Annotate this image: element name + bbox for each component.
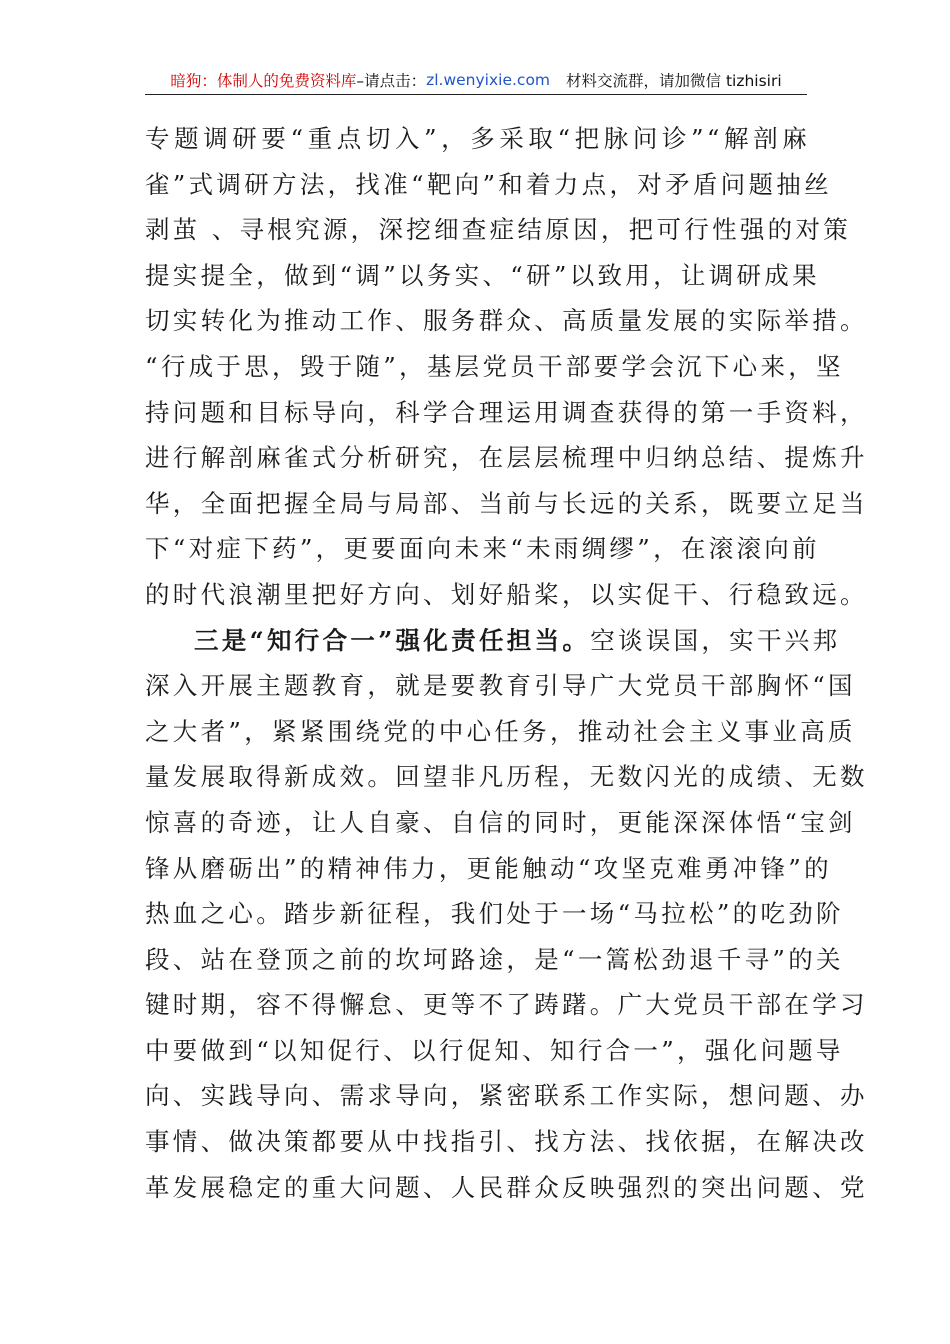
header-prompt: –请点击： [356, 72, 427, 90]
paragraph-heading: 三是“知行合一”强化责任担当。 [194, 625, 591, 655]
text-line: 中要做到“以知促行、以行促知、知行合一”，强化问题导 [145, 1035, 844, 1065]
text-line: 剥茧 、寻根究源，深挖细查症结原因，把可行性强的对策 [145, 215, 852, 245]
text-line: 革发展稳定的重大问题、人民群众反映强烈的突出问题、党 [145, 1172, 868, 1202]
text-line: 之大者”，紧紧围绕党的中心任务，推动社会主义事业高质 [145, 716, 856, 746]
text-line: 锋从磨砺出”的精神伟力，更能触动“攻坚克难勇冲锋”的 [145, 853, 832, 883]
text-line: “行成于思，毁于随”，基层党员干部要学会沉下心来，坚 [145, 351, 844, 381]
text-line: 深入开展主题教育，就是要教育引导广大党员干部胸怀“国 [145, 671, 856, 701]
text-line: 华，全面把握全局与局部、当前与长远的关系，既要立足当 [145, 488, 868, 518]
text-line: 键时期，容不得懈怠、更等不了踌躇。广大党员干部在学习 [145, 990, 868, 1020]
text-line: 的时代浪潮里把好方向、划好船桨，以实促干、行稳致远。 [145, 579, 868, 609]
paragraph-lead: 空谈误国，实干兴邦 [590, 625, 841, 655]
text-line: 雀”式调研方法，找准“靶向”和着力点，对矛盾问题抽丝 [145, 169, 832, 199]
header-site-name: 暗狗：体制人的免费资料库 [170, 72, 357, 90]
text-line: 切实转化为推动工作、服务群众、高质量发展的实际举措。 [145, 306, 868, 336]
header-contact: 材料交流群，请加微信 tizhisiri [566, 72, 782, 90]
document-header [145, 66, 807, 95]
text-line: 进行解剖麻雀式分析研究，在层层梳理中归纳总结、提炼升 [145, 443, 868, 473]
text-line: 专题调研要“重点切入”，多采取“把脉问诊”“解剖麻 [145, 124, 810, 153]
text-line: 持问题和目标导向，科学合理运用调查获得的第一手资料， [145, 397, 868, 427]
text-line: 量发展取得新成效。回望非凡历程，无数闪光的成绩、无数 [145, 762, 868, 792]
text-line: 事情、做决策都要从中找指引、找方法、找依据，在解决改 [145, 1127, 868, 1157]
text-line: 下“对症下药”，更要面向未来“未雨绸缪”，在滚滚向前 [145, 534, 820, 564]
text-line: 热血之心。踏步新征程，我们处于一场“马拉松”的吃劲阶 [145, 899, 844, 929]
text-line: 惊喜的奇迹，让人自豪、自信的同时，更能深深体悟“宝剑 [145, 807, 856, 837]
text-line: 段、站在登顶之前的坎坷路途，是“一篙松劲退千寻”的关 [145, 944, 844, 974]
paragraph-heading-line [145, 618, 841, 664]
header-link[interactable]: zl.wenyixie.com [426, 71, 551, 89]
document-body [145, 116, 868, 1210]
text-line: 向、实践导向、需求导向，紧密联系工作实际，想问题、办 [145, 1081, 868, 1111]
text-line: 提实提全，做到“调”以务实、“研”以致用，让调研成果 [145, 260, 820, 290]
